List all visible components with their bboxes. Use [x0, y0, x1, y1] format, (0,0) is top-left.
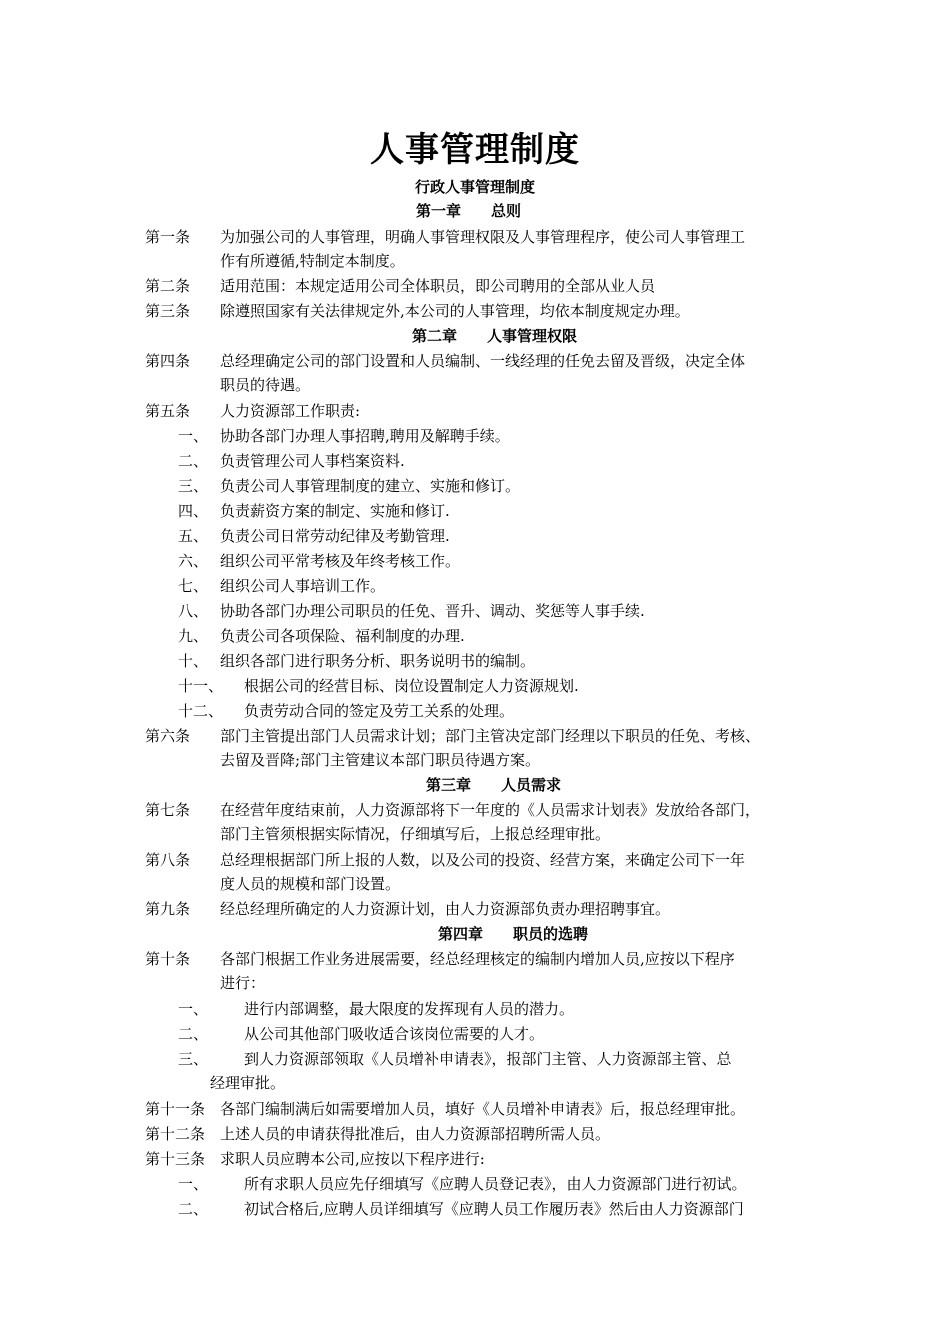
article-label-13: 第十三条: [145, 1150, 206, 1168]
document-subtitle: 行政人事管理制度: [414, 178, 535, 196]
duty-num-2: 二、: [178, 452, 209, 470]
duty-text-5: 负责公司日常劳动纪律及考勤管理.: [220, 527, 450, 545]
article-text-6: 部门主管提出部门人员需求计划；部门主管决定部门经理以下职员的任免、考核、: [220, 727, 761, 745]
duty-num-11: 十一、: [178, 677, 224, 695]
applicant-step-text-1: 所有求职人员应先仔细填写《应聘人员登记表》，由人力资源部门进行初试。: [244, 1175, 747, 1193]
duty-num-7: 七、: [178, 577, 209, 595]
hiring-step-text-2: 从公司其他部门吸收适合该岗位需要的人才。: [244, 1025, 545, 1043]
article-label-6: 第六条: [145, 727, 191, 745]
article-label-8: 第八条: [145, 851, 191, 869]
duty-num-3: 三、: [178, 477, 209, 495]
article-text-5: 人力资源部工作职责:: [220, 402, 361, 420]
article-text-4: 总经理确定公司的部门设置和人员编制、一线经理的任免去留及晋级，决定全体: [220, 352, 746, 370]
article-label-1: 第一条: [145, 228, 191, 246]
article-text-8: 总经理根据部门所上报的人数，以及公司的投资、经营方案，来确定公司下一年: [220, 851, 746, 869]
article-label-3: 第三条: [145, 302, 191, 320]
duty-text-1: 协助各部门办理人事招聘,聘用及解聘手续。: [220, 427, 510, 445]
duty-text-7: 组织公司人事培训工作。: [220, 577, 386, 595]
article-text-1: 为加强公司的人事管理，明确人事管理权限及人事管理程序，使公司人事管理工: [220, 228, 746, 246]
article-label-11: 第十一条: [145, 1100, 206, 1118]
duty-text-2: 负责管理公司人事档案资料.: [220, 452, 405, 470]
duty-num-5: 五、: [178, 527, 209, 545]
hiring-step-num-2: 二、: [178, 1025, 209, 1043]
article-text-9: 经总经理所确定的人力资源计划，由人力资源部负责办理招聘事宜。: [220, 900, 671, 918]
chapter-heading-2: 第二章 人事管理权限: [412, 327, 578, 345]
duty-num-6: 六、: [178, 552, 209, 570]
chapter-heading-1: 第一章 总则: [416, 202, 522, 220]
article-text-10: 各部门根据工作业务进展需要，经总经理核定的编制内增加人员,应按以下程序: [220, 950, 735, 968]
hiring-step-text-3-cont: 经理审批。: [210, 1074, 286, 1092]
article-text-6-cont: 去留及晋降;部门主管建议本部门职员待遇方案。: [220, 751, 541, 769]
article-text-4-cont: 职员的待遇。: [220, 376, 311, 394]
applicant-step-num-2: 二、: [178, 1200, 209, 1218]
article-text-3: 除遵照国家有关法律规定外,本公司的人事管理，均依本制度规定办理。: [220, 302, 690, 320]
hiring-step-text-3: 到人力资源部领取《人员增补申请表》，报部门主管、人力资源部主管、总: [244, 1050, 732, 1068]
article-label-5: 第五条: [145, 402, 191, 420]
article-text-12: 上述人员的申请获得批准后，由人力资源部招聘所需人员。: [220, 1125, 611, 1143]
duty-text-8: 协助各部门办理公司职员的任免、晋升、调动、奖惩等人事手续.: [220, 602, 645, 620]
duty-text-12: 负责劳动合同的签定及劳工关系的处理。: [244, 702, 515, 720]
article-text-11: 各部门编制满后如需要增加人员，填好《人员增补申请表》后，报总经理审批。: [220, 1100, 746, 1118]
duty-text-3: 负责公司人事管理制度的建立、实施和修订。: [220, 477, 521, 495]
chapter-heading-3: 第三章 人员需求: [426, 776, 562, 794]
duty-num-4: 四、: [178, 502, 209, 520]
article-text-10-cont: 进行：: [220, 974, 266, 992]
article-text-1-cont: 作有所遵循,特制定本制度。: [220, 252, 405, 270]
document-title: 人事管理制度: [370, 130, 580, 170]
duty-num-8: 八、: [178, 602, 209, 620]
duty-text-4: 负责薪资方案的制定、实施和修订.: [220, 502, 450, 520]
article-label-12: 第十二条: [145, 1125, 206, 1143]
duty-num-1: 一、: [178, 427, 209, 445]
chapter-heading-4: 第四章 职员的选聘: [438, 925, 589, 943]
hiring-step-num-3: 三、: [178, 1050, 209, 1068]
duty-text-9: 负责公司各项保险、福利制度的办理.: [220, 627, 465, 645]
applicant-step-num-1: 一、: [178, 1175, 209, 1193]
article-text-2: 适用范围：本规定适用公司全体职员，即公司聘用的全部从业人员: [220, 277, 656, 295]
hiring-step-num-1: 一、: [178, 1000, 209, 1018]
duty-num-10: 十、: [178, 652, 209, 670]
article-text-7: 在经营年度结束前，人力资源部将下一年度的《人员需求计划表》发放给各部门，: [220, 801, 761, 819]
article-label-7: 第七条: [145, 801, 191, 819]
duty-text-10: 组织各部门进行职务分析、职务说明书的编制。: [220, 652, 536, 670]
article-label-4: 第四条: [145, 352, 191, 370]
article-text-7-cont: 部门主管须根据实际情况，仔细填写后，上报总经理审批。: [220, 825, 611, 843]
article-label-2: 第二条: [145, 277, 191, 295]
article-text-13: 求职人员应聘本公司,应按以下程序进行:: [220, 1150, 485, 1168]
article-text-8-cont: 度人员的规模和部门设置。: [220, 875, 401, 893]
duty-text-11: 根据公司的经营目标、岗位设置制定人力资源规划.: [244, 677, 579, 695]
applicant-step-text-2: 初试合格后,应聘人员详细填写《应聘人员工作履历表》然后由人力资源部门: [244, 1200, 744, 1218]
duty-text-6: 组织公司平常考核及年终考核工作。: [220, 552, 461, 570]
duty-num-12: 十二、: [178, 702, 224, 720]
article-label-10: 第十条: [145, 950, 191, 968]
duty-num-9: 九、: [178, 627, 209, 645]
article-label-9: 第九条: [145, 900, 191, 918]
hiring-step-text-1: 进行内部调整，最大限度的发挥现有人员的潜力。: [244, 1000, 575, 1018]
